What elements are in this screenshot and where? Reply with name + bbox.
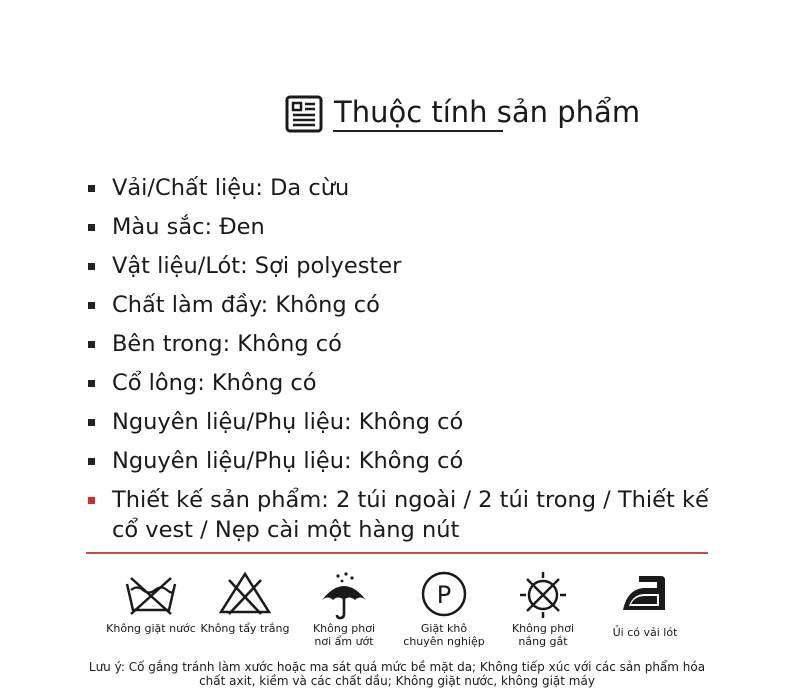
- product-sheet-icon: [284, 94, 324, 134]
- care-label: Không giặt nước: [106, 622, 196, 635]
- care-note: [86, 660, 708, 688]
- no-wash-icon: [123, 570, 179, 618]
- attribute-text: Vật liệu/Lót: Sợi polyester: [112, 253, 402, 279]
- section-divider: [86, 552, 708, 554]
- list-item-design: [88, 485, 728, 545]
- care-item-no-bleach: [190, 570, 300, 635]
- attribute-text: Màu sắc: Đen: [112, 214, 265, 240]
- care-label-2: nắng gắt: [518, 635, 568, 648]
- dry-clean-p-icon: [416, 570, 472, 620]
- care-label: Ủi có vải lót: [612, 626, 678, 639]
- attribute-text: Bên trong: Không có: [112, 331, 342, 357]
- care-label: Không tẩy trắng: [200, 622, 290, 635]
- red-bullet-icon: [88, 497, 95, 504]
- attribute-list: [88, 173, 728, 545]
- list-item: [88, 446, 728, 485]
- bullet-icon: [88, 341, 95, 348]
- care-label-2: chuyên nghiệp: [403, 635, 485, 648]
- bullet-icon: [88, 419, 95, 426]
- umbrella-rain-icon: [316, 570, 372, 620]
- list-item: [88, 407, 728, 446]
- attribute-text: Cổ lông: Không có: [112, 370, 317, 396]
- bullet-icon: [88, 380, 95, 387]
- attribute-text: Nguyên liệu/Phụ liệu: Không có: [112, 409, 464, 435]
- list-item: [88, 329, 728, 368]
- bullet-icon: [88, 185, 95, 192]
- list-item: [88, 212, 728, 251]
- attribute-text: Chất làm đầy: Không có: [112, 292, 380, 318]
- care-item-no-sun: [488, 570, 598, 648]
- bullet-icon: [88, 263, 95, 270]
- no-bleach-icon: [217, 570, 273, 618]
- list-item: [88, 251, 728, 290]
- care-item-dry-clean: [389, 570, 499, 648]
- care-instructions: [96, 570, 706, 662]
- iron-cloth-icon: [617, 570, 673, 618]
- attribute-text: Nguyên liệu/Phụ liệu: Không có: [112, 448, 464, 474]
- care-label: Giặt khô: [420, 622, 468, 635]
- title-underline: [333, 130, 503, 132]
- care-item-no-damp: [289, 570, 399, 648]
- care-label: Không phơi: [312, 622, 376, 635]
- attribute-text: Thiết kế sản phẩm: 2 túi ngoài / 2 túi trong / Thiết kế cổ vest / Nẹp cài một hàng nút: [112, 487, 709, 543]
- attribute-text: Vải/Chất liệu: Da cừu: [112, 175, 350, 201]
- list-item: [88, 368, 728, 407]
- bullet-icon: [88, 458, 95, 465]
- bullet-icon: [88, 224, 95, 231]
- no-sun-dry-icon: [515, 570, 571, 620]
- page-title: Thuộc tính sản phẩm: [334, 95, 641, 129]
- care-label-2: nơi ẩm ướt: [314, 635, 374, 648]
- svg-text:P: P: [436, 581, 452, 609]
- care-item-iron: [590, 570, 700, 639]
- care-label: Không phơi: [511, 622, 575, 635]
- list-item: [88, 290, 728, 329]
- list-item: [88, 173, 728, 212]
- note-line-1: Lưu ý: Cố gắng tránh làm xước hoặc ma sát quá mức bề mặt da; Không tiếp xúc với các sản phẩm hóa: [88, 660, 706, 674]
- note-line-2: chất axit, kiềm và các chất dầu; Không giặt nước, không giặt máy: [199, 674, 595, 688]
- bullet-icon: [88, 302, 95, 309]
